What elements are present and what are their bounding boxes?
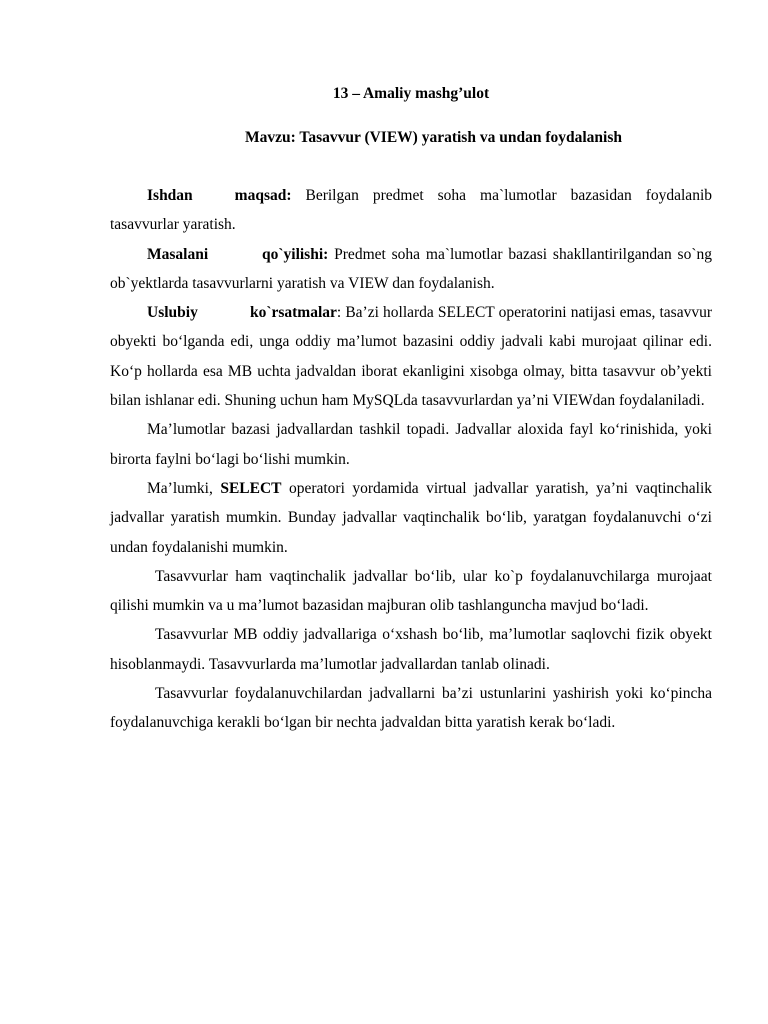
paragraph-text: Tasavvurlar ham vaqtinchalik jadvallar bo‘lib, ular ko`p foydalanuvchilarga murojaat qilishi mumkin va u ma’lumot bazasidan majburan olib tashlanguncha mavjud bo‘ladi. <box>110 567 712 615</box>
paragraph-text: Tasavvurlar foydalanuvchilardan jadvallarni ba’zi ustunlarini yashirish yoki ko‘pincha foydalanuvchiga kerakli bo‘lgan bir nechta jadvaldan bitta yaratish kerak bo‘ladi. <box>110 685 712 732</box>
paragraph-text: Berilgan predmet soha ma`lumotlar bazasidan foydalanib tasavvurlar yaratish. <box>110 187 712 234</box>
paragraph-views-hide-columns <box>110 679 712 738</box>
paragraph-label: Masalani qo`yilishi: <box>147 245 329 263</box>
paragraph-label-suffix: : <box>336 304 342 322</box>
paragraph-guidelines <box>110 298 712 415</box>
document-body <box>110 181 712 738</box>
paragraph-label: Ishdan maqsad: <box>147 187 292 204</box>
paragraph-text-before: Ma’lumki, <box>147 479 221 497</box>
paragraph-views-temporary <box>110 562 712 621</box>
paragraph-text: Predmet soha ma`lumotlar bazasi shakllantirilgandan so`ng ob`yektlarda tasavvurlarni yaratish va VIEW dan foydalanish. <box>110 245 712 292</box>
paragraph-text: operatori yordamida virtual jadvallar yaratish, ya’ni vaqtinchalik jadvallar yaratish mumkin. Bunday jadvallar vaqtinchalik bo‘lib, yaratgan foydalanuvchi o‘zi undan foydalanishi mumkin. <box>110 479 712 556</box>
paragraph-text: Ba’zi hollarda SELECT operatorini natijasi emas, tasavvur obyekti bo‘lganda edi, unga oddiy ma’lumot bazasini oddiy jadvali kabi murojaat qilinar edi. Ko‘p hollarda esa MB uchta jadvaldan iborat ekanligini xisobga olmay, bitta tasavvur ob’yekti bilan ishlanar edi. Shuning uchun ham MySQLda tasavvurlardan ya’ni VIEWdan foydalaniladi. <box>110 304 712 410</box>
paragraph-task <box>110 240 712 299</box>
paragraph-label: Uslubiy ko`rsatmalar <box>147 304 337 322</box>
paragraph-views-physical <box>110 620 712 679</box>
document-subtitle: Mavzu: Tasavvur (VIEW) yaratish va undan foydalanish <box>245 129 622 146</box>
paragraph-database <box>110 415 712 474</box>
paragraph-text: Ma’lumotlar bazasi jadvallardan tashkil topadi. Jadvallar aloxida fayl ko‘rinishida, yoki birorta faylni bo‘lagi bo‘lishi mumkin. <box>110 421 712 468</box>
paragraph-goal <box>110 181 712 240</box>
document-title: 13 – Amaliy mashg’ulot <box>332 85 490 102</box>
paragraph-text: Tasavvurlar MB oddiy jadvallariga o‘xshash bo‘lib, ma’lumotlar saqlovchi fizik obyekt hisoblanmaydi. Tasavvurlarda ma’lumotlar jadvallardan tanlab olinadi. <box>110 626 712 673</box>
paragraph-keyword: SELECT <box>220 479 282 497</box>
paragraph-select <box>110 474 712 562</box>
